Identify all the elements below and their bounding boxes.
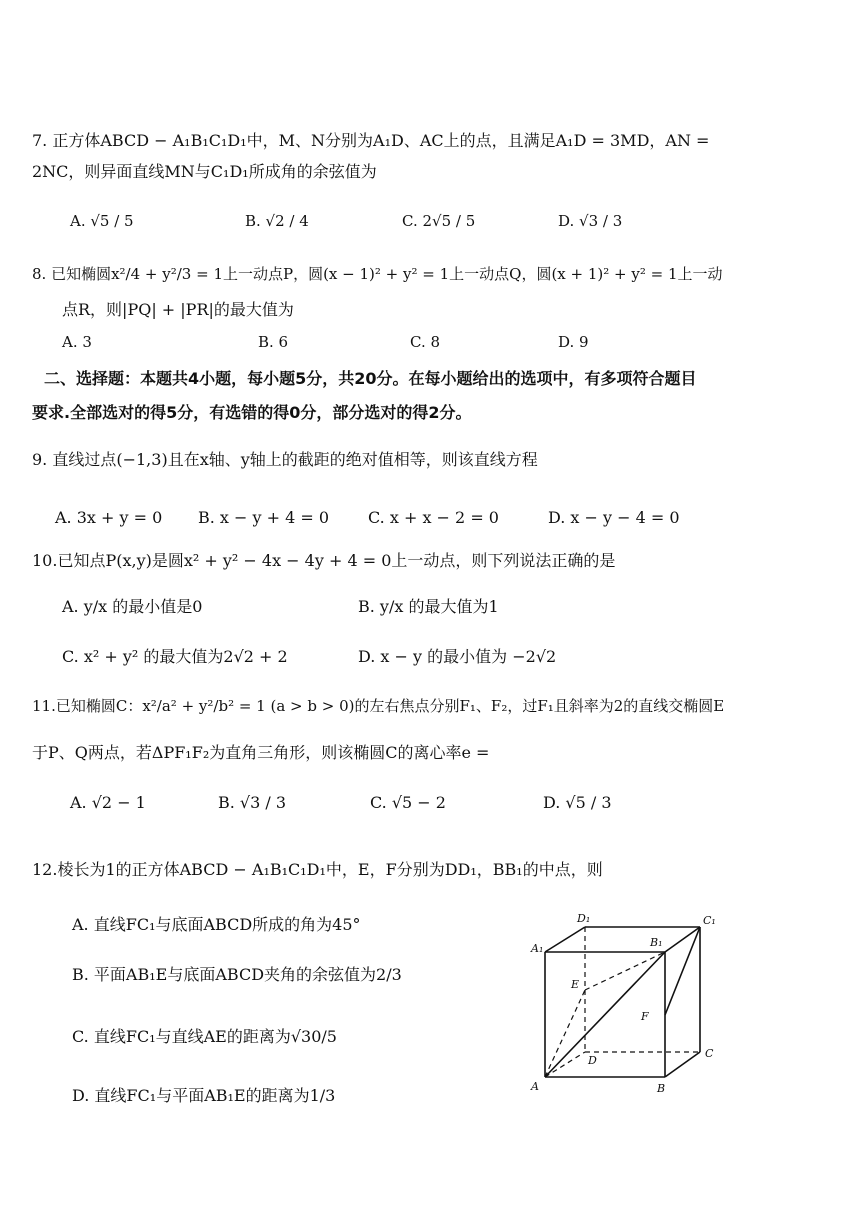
q7-stem-line1: 7. 正方体ABCD − A₁B₁C₁D₁中，M、N分别为A₁D、AC上的点，且满足A₁D = 3MD，AN = — [32, 131, 710, 150]
label-a: A — [531, 1080, 539, 1093]
q12-cube-figure — [525, 912, 730, 1102]
q7-option-b: B. √2 / 4 — [245, 212, 309, 230]
edge-a1d1 — [545, 927, 585, 952]
q10-option-c: C. x² + y² 的最大值为2√2 + 2 — [62, 647, 288, 666]
q11-option-c: C. √5 − 2 — [370, 793, 446, 812]
label-a1: A₁ — [531, 942, 544, 955]
q12-stem: 12.棱长为1的正方体ABCD − A₁B₁C₁D₁中，E，F分别为DD₁，BB₁的中点，则 — [32, 860, 603, 879]
label-d: D — [588, 1054, 597, 1067]
label-c1: C₁ — [703, 914, 716, 927]
q10-option-a: A. y/x 的最小值是0 — [62, 597, 203, 616]
q9-stem: 9. 直线过点(−1,3)且在x轴、y轴上的截距的绝对值相等，则该直线方程 — [32, 450, 538, 469]
q8-option-c: C. 8 — [410, 333, 441, 351]
q11-option-b: B. √3 / 3 — [218, 793, 287, 812]
q8-option-a: A. 3 — [62, 333, 92, 351]
q9-option-a: A. 3x + y = 0 — [55, 508, 163, 527]
line-eb1 — [585, 952, 665, 990]
q11-option-a: A. √2 − 1 — [70, 793, 146, 812]
q10-option-d: D. x − y 的最小值为 −2√2 — [358, 647, 557, 666]
label-e: E — [571, 978, 580, 991]
section2-heading-line2: 要求.全部选对的得5分，有选错的得0分，部分选对的得2分。 — [32, 403, 472, 422]
label-d1: D₁ — [577, 912, 591, 925]
q10-stem: 10.已知点P(x,y)是圆x² + y² − 4x − 4y + 4 = 0上一动点，则下列说法正确的是 — [32, 551, 616, 570]
label-b1: B₁ — [650, 936, 663, 949]
q9-option-d: D. x − y − 4 = 0 — [548, 508, 680, 527]
label-f: F — [641, 1010, 649, 1023]
q8-stem-line2: 点R，则|PQ| + |PR|的最大值为 — [62, 300, 294, 319]
q11-stem-line1: 11.已知椭圆C：x²/a² + y²/b² = 1 (a > b > 0)的左右焦点分别F₁、F₂，过F₁且斜率为2的直线交椭圆E — [32, 697, 725, 715]
q12-option-d: D. 直线FC₁与平面AB₁E的距离为1/3 — [72, 1086, 336, 1105]
label-b: B — [657, 1082, 666, 1095]
section2-heading-line1: 二、选择题：本题共4小题，每小题5分，共20分。在每小题给出的选项中，有多项符合题目 — [44, 369, 697, 388]
q12-option-b: B. 平面AB₁E与底面ABCD夹角的余弦值为2/3 — [72, 965, 402, 984]
q9-option-b: B. x − y + 4 = 0 — [198, 508, 330, 527]
q11-option-d: D. √5 / 3 — [543, 793, 612, 812]
q10-option-b: B. y/x 的最大值为1 — [358, 597, 499, 616]
q7-stem-line2: 2NC，则异面直线MN与C₁D₁所成角的余弦值为 — [32, 162, 377, 181]
line-ae — [545, 990, 585, 1077]
q7-option-d: D. √3 / 3 — [558, 212, 623, 230]
q7-option-a: A. √5 / 5 — [70, 212, 134, 230]
q8-stem-line1: 8. 已知椭圆x²/4 + y²/3 = 1上一动点P，圆(x − 1)² + y² = 1上一动点Q，圆(x + 1)² + y² = 1上一动 — [32, 265, 723, 283]
q7-option-c: C. 2√5 / 5 — [402, 212, 476, 230]
q8-option-d: D. 9 — [558, 333, 589, 351]
q12-option-c: C. 直线FC₁与直线AE的距离为√30/5 — [72, 1027, 337, 1046]
q12-option-a: A. 直线FC₁与底面ABCD所成的角为45° — [72, 915, 361, 934]
edge-bc — [665, 1052, 700, 1077]
label-c: C — [705, 1047, 714, 1060]
q8-option-b: B. 6 — [258, 333, 289, 351]
q9-option-c: C. x + x − 2 = 0 — [368, 508, 499, 527]
q11-stem-line2: 于P、Q两点，若ΔPF₁F₂为直角三角形，则该椭圆C的离心率e = — [32, 743, 490, 762]
